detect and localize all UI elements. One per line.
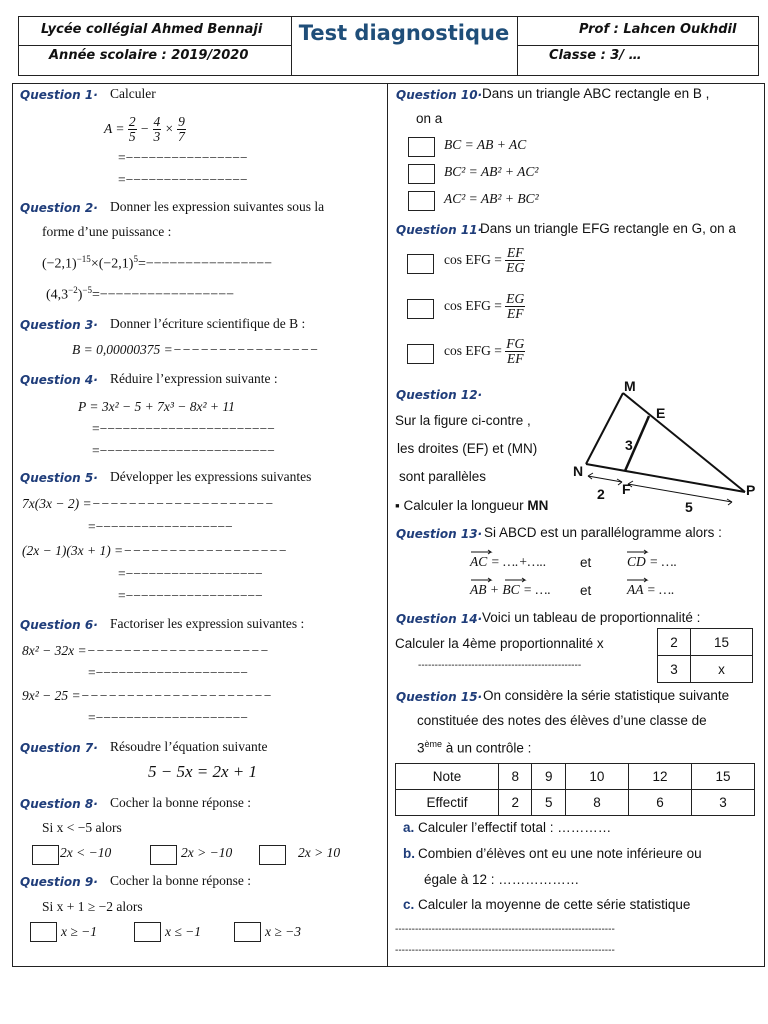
q13-et-2: et (580, 583, 592, 598)
q1-line1: =−−−−−−−−−−−−−−−− (118, 150, 248, 165)
q11-option-1: cos EFG = $\frac{EF}{EG}$ (444, 245, 525, 276)
q15-answer-line-1: ------------------------------------------------------------------ (395, 924, 615, 935)
q4-text: Réduire l’expression suivante : (110, 371, 278, 386)
q11-option-3: cos EFG = $\frac{FG}{EF}$ (444, 336, 525, 367)
q12-line3: sont parallèles (399, 469, 487, 484)
stats-cell: Effectif (396, 790, 499, 816)
q15-c-text: Calculer la moyenne de cette série statistique (418, 897, 691, 912)
stats-cell: 9 (532, 764, 565, 790)
class-name: Classe : 3/ … (549, 48, 642, 63)
stats-cell: 2 (499, 790, 532, 816)
q4-line1: =−−−−−−−−−−−−−−−−−−−−−−− (92, 421, 275, 436)
q3-text: Donner l’écriture scientifique de B : (110, 316, 306, 331)
q12-line2: les droites (EF) et (MN) (397, 441, 538, 456)
q8-condition: Si x < −5 alors (42, 820, 122, 835)
point-p: P (746, 482, 756, 498)
page-title: Test diagnostique (298, 21, 510, 45)
q7-text: Résoudre l’équation suivante (110, 739, 268, 754)
q4-label: Question 4· (20, 373, 98, 387)
q10-option-3: AC² = AB² + BC² (444, 191, 539, 206)
q9-option-1: x ≥ −1 (61, 924, 98, 939)
q14-answer-line: ------------------------------------------------- (418, 660, 582, 671)
q4-expr: P = 3x² − 5 + 7x³ − 8x² + 11 (78, 399, 235, 414)
q15-text: On considère la série statistique suivante (483, 688, 730, 703)
q1-label: Question 1· (20, 88, 98, 102)
q7-expr: 5 − 5x = 2x + 1 (148, 762, 258, 781)
q14-ask: Calculer la 4ème proportionnalité x (395, 636, 604, 651)
q13-et-1: et (580, 555, 592, 570)
q6-line1: =−−−−−−−−−−−−−−−−−−−− (88, 665, 248, 680)
stats-cell: 5 (532, 790, 565, 816)
q11-option-2: cos EFG = $\frac{EG}{EF}$ (444, 291, 525, 322)
school-name: Lycée collégial Ahmed Bennaji (41, 22, 263, 37)
q15-answer-line-2: ------------------------------------------------------------------ (395, 945, 615, 956)
school-year: Année scolaire : 2019/2020 (49, 48, 249, 63)
q13-text: Si ABCD est un parallélogramme alors : (484, 525, 722, 540)
q5-line2: =−−−−−−−−−−−−−−−−−− (118, 566, 263, 581)
q10-text2: on a (416, 111, 443, 126)
length-ef: 3 (625, 437, 633, 453)
stats-cell: 3 (691, 790, 754, 816)
q13-row2b: AA = …. (627, 582, 675, 597)
q13-row1b: CD = …. (627, 554, 677, 569)
q10-option-1: BC = AB + AC (444, 137, 527, 152)
prop-cell: 2 (658, 629, 691, 656)
q15-b-text: Combien d’élèves ont eu une note inférieure ou (418, 846, 702, 861)
stats-cell: 12 (628, 764, 691, 790)
q9-option-2: x ≤ −1 (165, 924, 202, 939)
q1-expression: A = $\frac{2}{5}$ − $\frac{4}{3}$ × $\frac{9}{7}$ (104, 114, 185, 145)
proportion-table (657, 628, 753, 683)
q6-label: Question 6· (20, 618, 98, 632)
q10-option-2: BC² = AB² + AC² (444, 164, 539, 179)
q13-label: Question 13· (396, 527, 483, 541)
q3-expr: B = 0,00000375 =−−−−−−−−−−−−−−−− (72, 342, 319, 357)
q9-condition: Si x + 1 ≥ −2 alors (42, 899, 143, 914)
q9-option-3: x ≥ −3 (265, 924, 302, 939)
q8-text: Cocher la bonne réponse : (110, 795, 251, 810)
q8-label: Question 8· (20, 797, 98, 811)
q2-label: Question 2· (20, 201, 98, 215)
prof-name: Prof : Lahcen Oukhdil (579, 22, 737, 37)
stats-cell: 10 (565, 764, 628, 790)
q15-a-marker: a. (403, 820, 415, 835)
q5-line3: =−−−−−−−−−−−−−−−−−− (118, 588, 263, 603)
q5-line1: =−−−−−−−−−−−−−−−−−− (88, 519, 233, 534)
q13-row2a: AB + BC = …. (470, 582, 551, 597)
point-f: F (622, 481, 631, 497)
q9-label: Question 9· (20, 875, 98, 889)
prop-cell: x (690, 656, 752, 683)
q8-option-3: 2x > 10 (298, 845, 341, 860)
q2-expr1: $(-2,1)^{-15}\times(-2,1)^5=----------------$ (42, 254, 273, 272)
point-m: M (624, 378, 636, 394)
q14-text: Voici un tableau de proportionnalité : (482, 610, 701, 625)
q15-b-marker: b. (403, 846, 415, 861)
q14-label: Question 14· (396, 612, 483, 626)
q1-text: Calculer (110, 86, 156, 101)
q6-expr1: 8x² − 32x =−−−−−−−−−−−−−−−−−−−− (22, 643, 269, 658)
q6-text: Factoriser les expression suivantes : (110, 616, 305, 631)
q8-option-2: 2x > −10 (181, 845, 233, 860)
stats-cell: 8 (499, 764, 532, 790)
q15-a-text: Calculer l’effectif total : ………… (418, 820, 612, 835)
q11-label: Question 11· (396, 223, 483, 237)
q5-text: Développer les expressions suivantes (110, 469, 312, 484)
prop-cell: 3 (658, 656, 691, 683)
point-e: E (656, 405, 666, 421)
q3-label: Question 3· (20, 318, 98, 332)
q6-line2: =−−−−−−−−−−−−−−−−−−−− (88, 710, 248, 725)
q5-expr2: (2x − 1)(3x + 1) =−−−−−−−−−−−−−−−−−− (22, 543, 288, 558)
q15-label: Question 15· (396, 690, 483, 704)
q12-label: Question 12· (396, 388, 483, 402)
q4-line2: =−−−−−−−−−−−−−−−−−−−−−−− (92, 443, 275, 458)
stats-cell: 15 (691, 764, 754, 790)
stats-cell: Note (396, 764, 499, 790)
q8-option-1: 2x < −10 (60, 845, 112, 860)
q9-text: Cocher la bonne réponse : (110, 873, 251, 888)
q7-label: Question 7· (20, 741, 98, 755)
q10-text: Dans un triangle ABC rectangle en B , (482, 86, 710, 101)
point-n: N (573, 463, 584, 479)
q10-label: Question 10· (396, 88, 483, 102)
q11-text: Dans un triangle EFG rectangle en G, on a (480, 221, 736, 236)
q5-label: Question 5· (20, 471, 98, 485)
q5-expr1: 7x(3x − 2) =−−−−−−−−−−−−−−−−−−−− (22, 496, 274, 511)
stats-cell: 8 (565, 790, 628, 816)
q12-line1: Sur la figure ci-contre , (395, 413, 531, 428)
length-fp: 5 (685, 499, 693, 515)
stats-table (395, 763, 755, 816)
q13-row1a: AC = ….+….. (470, 554, 547, 569)
stats-cell: 6 (628, 790, 691, 816)
q2-text2: forme d’une puissance : (42, 224, 172, 239)
q15-b-text2: égale à 12 : ……………… (424, 872, 580, 887)
q2-text: Donner les expression suivantes sous la (110, 199, 325, 214)
q6-expr2: 9x² − 25 =−−−−−−−−−−−−−−−−−−−−− (22, 688, 272, 703)
q12-line4: ▪ Calculer la longueur MN (395, 498, 549, 513)
prop-cell: 15 (690, 629, 752, 656)
q15-text3: 3ème à un contrôle : (417, 739, 532, 756)
q15-text2: constituée des notes des élèves d’une classe de (417, 713, 707, 728)
length-nf: 2 (597, 486, 605, 502)
q15-c-marker: c. (403, 897, 415, 912)
q2-expr2: $(4,3^{-2})^{-5}=-----------------$ (46, 285, 235, 303)
q1-line2: =−−−−−−−−−−−−−−−− (118, 172, 248, 187)
